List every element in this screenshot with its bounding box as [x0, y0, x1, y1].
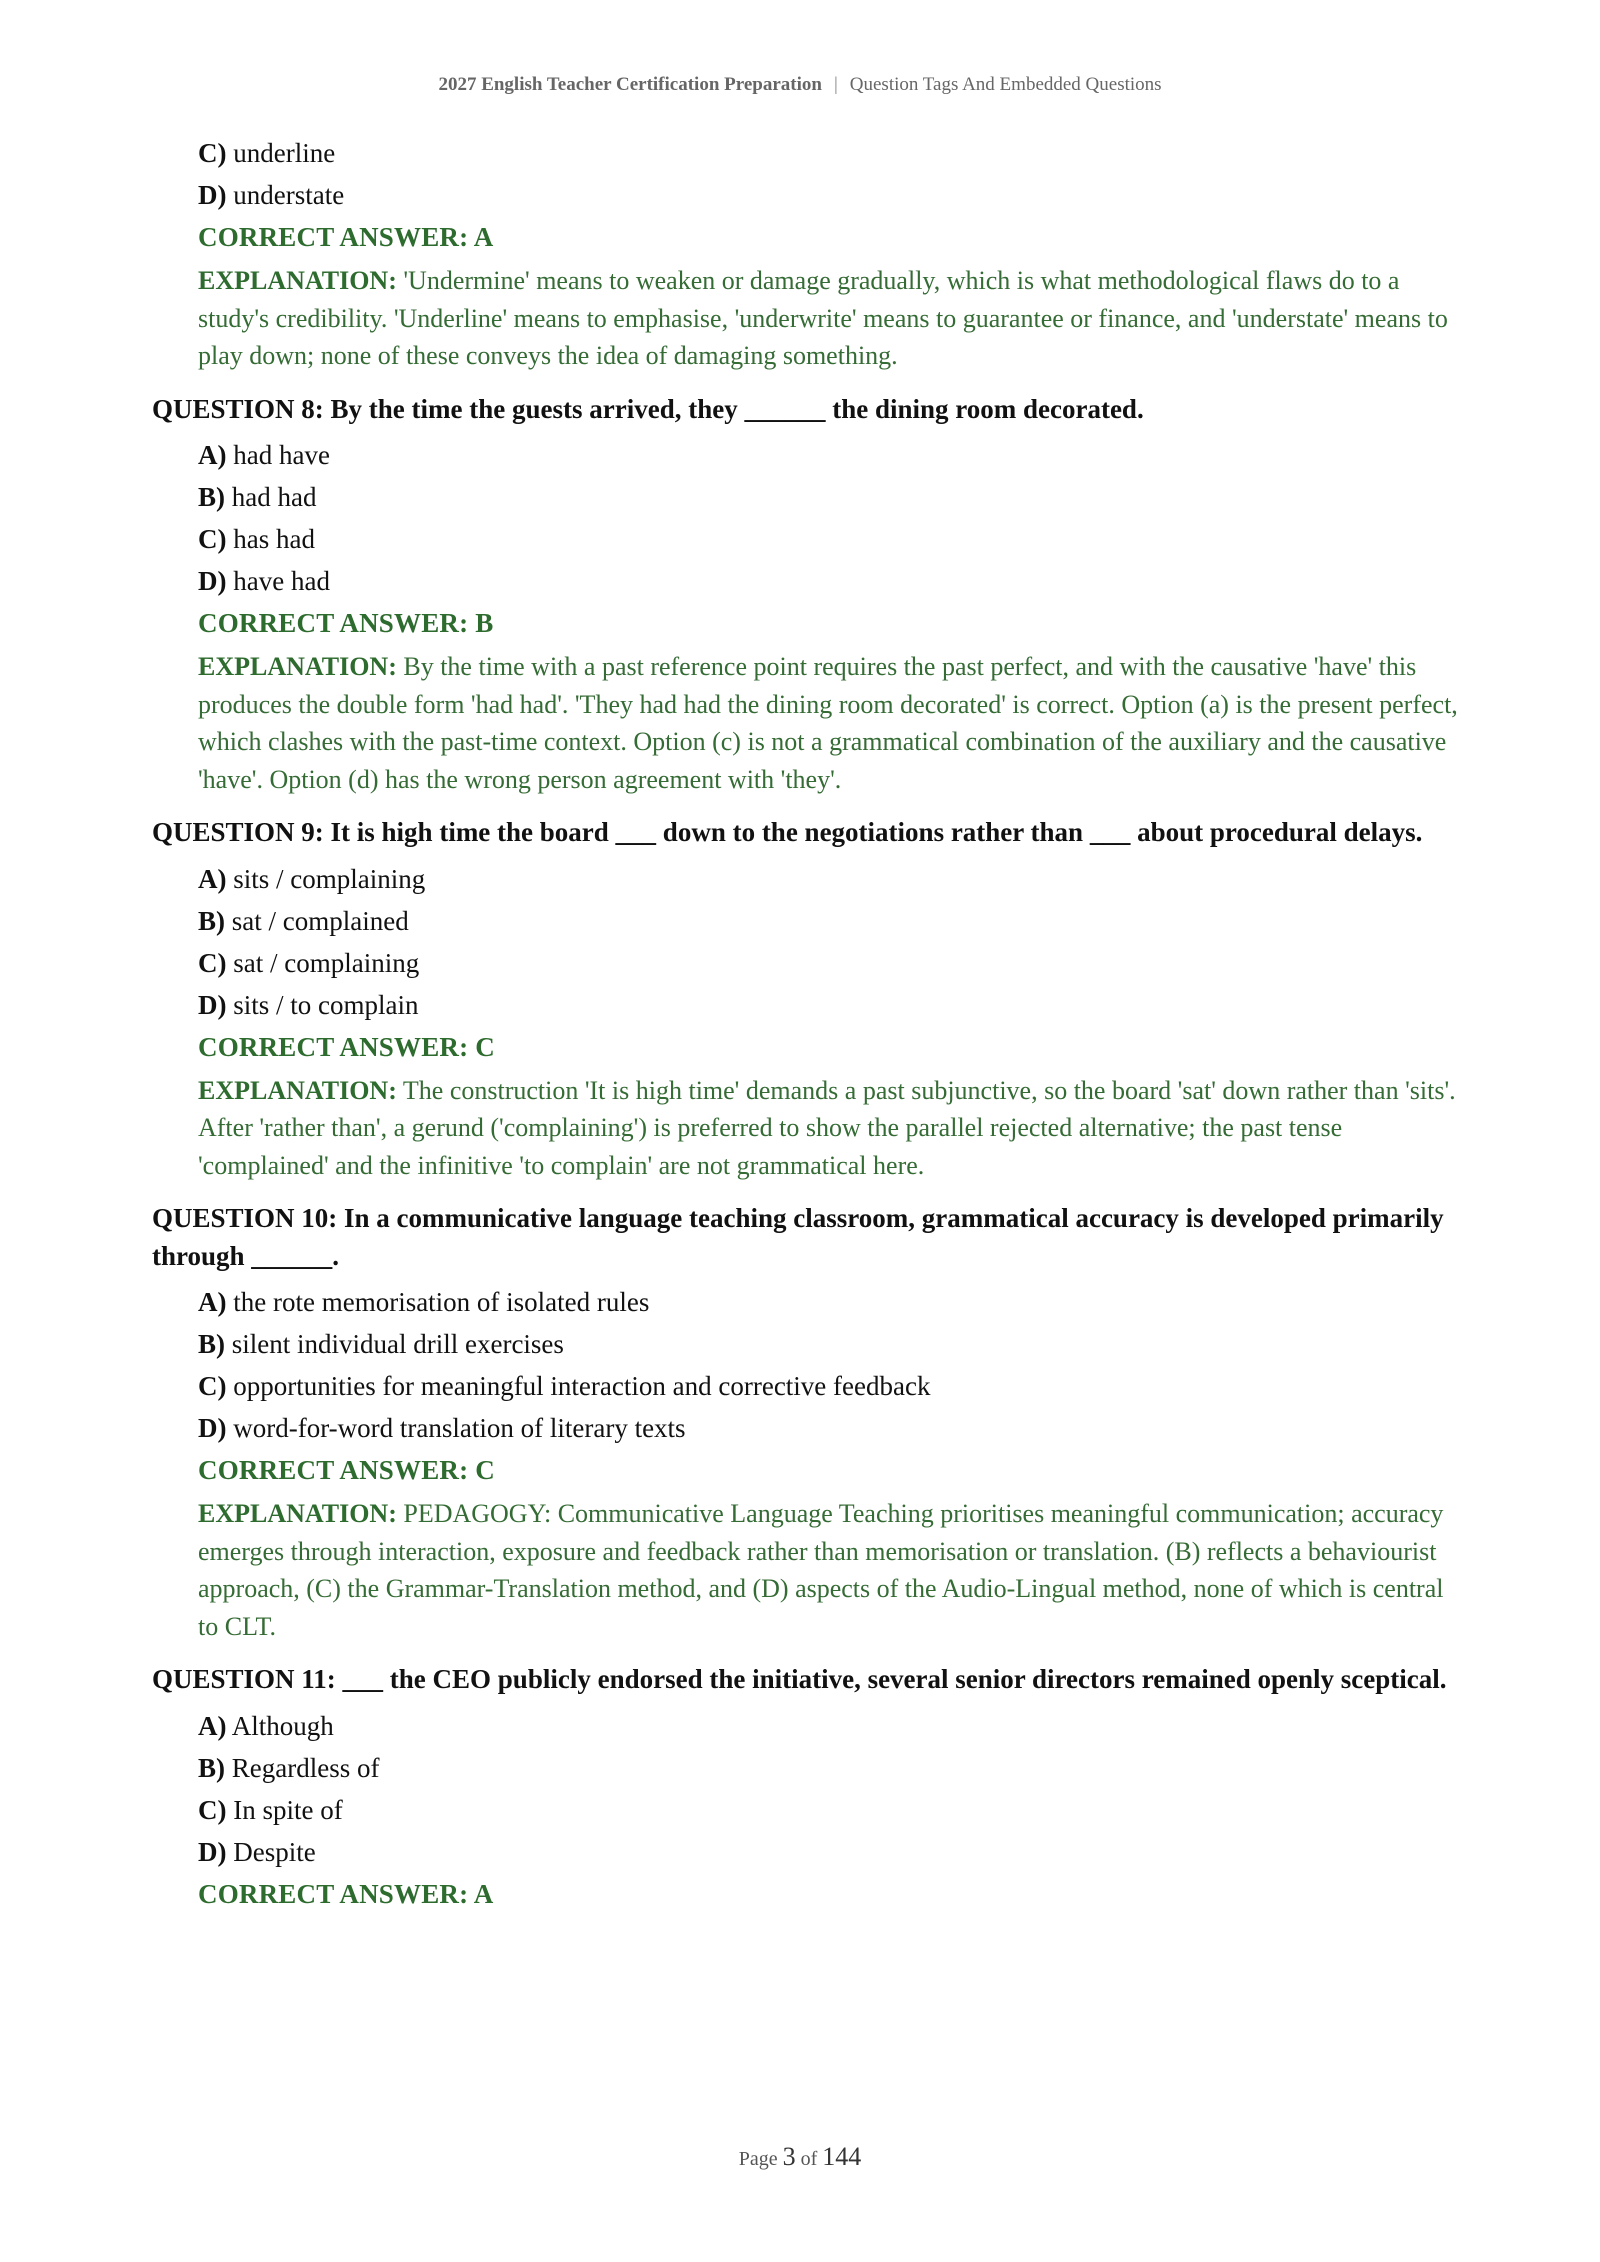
question-8 — [152, 391, 1458, 799]
explanation-text: PEDAGOGY: Communicative Language Teaching prioritises meaningful communication; accuracy emerges through interaction, exposure and feedback rather than memorisation or translation. (B) reflects a behaviourist approach, (C) the Grammar-Translation method, and (D) aspects of the Audio-Lingual method, none of which is central to CLT. — [198, 1499, 1444, 1641]
option-text: has had — [233, 524, 315, 554]
option-text: had have — [233, 440, 330, 470]
answer-option — [198, 858, 1452, 900]
question-11 — [152, 1661, 1452, 1915]
correct-answer: CORRECT ANSWER: A — [198, 222, 494, 252]
option-letter: D) — [198, 566, 227, 596]
running-header — [0, 74, 1600, 96]
answer-option — [198, 476, 1452, 518]
correct-answer: CORRECT ANSWER: C — [198, 1031, 495, 1062]
question-title: QUESTION 8: By the time the guests arrived, they ______ the dining room decorated. — [152, 393, 1144, 424]
answer-option — [198, 1747, 1452, 1789]
page-word: Page — [738, 2148, 778, 2170]
answer-option — [198, 1365, 1452, 1407]
option-text: underline — [233, 138, 336, 168]
option-letter: C) — [198, 1794, 227, 1825]
option-letter: A) — [198, 440, 227, 470]
page-content — [152, 132, 1458, 1915]
page-number: 3 — [782, 2142, 796, 2171]
option-text: sits / complaining — [233, 863, 426, 894]
explanation-label: EXPLANATION: — [198, 266, 397, 295]
option-letter: B) — [198, 1329, 225, 1359]
option-text: the rote memorisation of isolated rules — [233, 1287, 650, 1317]
answer-option — [198, 132, 1452, 174]
explanation-label: EXPLANATION: — [198, 1499, 397, 1528]
option-text: sat / complaining — [233, 947, 420, 978]
explanation-text: The construction 'It is high time' demands a past subjunctive, so the board 'sat' down rather than 'sits'. After 'rather than', a gerund ('complaining') is preferred to show the parallel rejected alternative; the past tense 'complained' and the infinitive 'to complain' are not grammatical here. — [198, 1075, 1456, 1180]
answer-option — [198, 434, 1452, 476]
question-9 — [152, 814, 1456, 1184]
option-letter: C) — [198, 1371, 227, 1401]
option-letter: C) — [198, 947, 227, 978]
option-letter: B) — [198, 1752, 225, 1783]
answer-option — [198, 900, 1452, 942]
option-letter: A) — [198, 1287, 227, 1317]
answer-option — [198, 174, 1452, 216]
option-letter: B) — [198, 905, 225, 936]
answer-option — [198, 1789, 1452, 1831]
option-text: sits / to complain — [233, 989, 419, 1020]
option-text: Regardless of — [231, 1752, 380, 1783]
answer-option — [198, 1323, 1452, 1365]
explanation — [198, 648, 1468, 798]
header-series-title: 2027 English Teacher Certification Preparation — [438, 74, 822, 95]
question-7-continued — [152, 132, 1452, 375]
option-text: In spite of — [233, 1794, 343, 1825]
option-text: sat / complained — [231, 905, 409, 936]
explanation-text: By the time with a past reference point requires the past perfect, and with the causative 'have' this produces the double form 'had had'. 'They had had the dining room decorated' is correct. Option (a) is the present perfect, which clashes with the past-time context. Option (c) is not a grammatical combination of the auxiliary and the causative 'have'. Option (d) has the wrong person agreement with 'they'. — [198, 652, 1458, 794]
option-text: had had — [231, 482, 317, 512]
explanation — [198, 1495, 1468, 1645]
answer-option — [198, 1831, 1452, 1873]
correct-answer: CORRECT ANSWER: A — [198, 1878, 494, 1909]
explanation-text: 'Undermine' means to weaken or damage gradually, which is what methodological flaws do to a study's credibility. 'Underline' means to emphasise, 'underwrite' means to guarantee or finance, and 'understate' means to play down; none of these conveys the idea of damaging something. — [198, 266, 1448, 370]
answer-option — [198, 518, 1452, 560]
question-title: QUESTION 9: It is high time the board ___ down to the negotiations rather than ___ about procedural delays. — [152, 817, 1423, 847]
option-text: word-for-word translation of literary texts — [233, 1413, 686, 1443]
option-letter: B) — [198, 482, 225, 512]
answer-option — [198, 1407, 1452, 1449]
answer-option — [198, 560, 1452, 602]
header-separator: | — [833, 74, 838, 95]
option-text: Despite — [233, 1836, 316, 1867]
option-letter: C) — [198, 524, 227, 554]
option-text: understate — [233, 180, 345, 210]
option-text: have had — [233, 566, 330, 596]
option-text: Although — [231, 1710, 334, 1741]
answer-option — [198, 1705, 1452, 1747]
option-letter: C) — [198, 138, 227, 168]
correct-answer: CORRECT ANSWER: C — [198, 1455, 495, 1485]
option-letter: D) — [198, 180, 227, 210]
option-text: silent individual drill exercises — [231, 1329, 564, 1359]
option-letter: D) — [198, 1413, 227, 1443]
total-pages: 144 — [822, 2142, 862, 2171]
question-10 — [152, 1200, 1452, 1645]
answer-option — [198, 1281, 1452, 1323]
option-letter: D) — [198, 1836, 227, 1867]
header-topic: Question Tags And Embedded Questions — [849, 74, 1162, 95]
explanation-label: EXPLANATION: — [198, 652, 397, 681]
question-title: QUESTION 11: ___ the CEO publicly endorsed the initiative, several senior directors remained openly sceptical. — [152, 1664, 1447, 1694]
of-word: of — [800, 2148, 818, 2170]
explanation — [198, 262, 1468, 375]
option-letter: A) — [198, 1710, 227, 1741]
question-title: QUESTION 10: In a communicative language teaching classroom, grammatical accuracy is developed primarily through ______. — [152, 1203, 1444, 1271]
page-footer — [0, 2142, 1600, 2172]
option-letter: D) — [198, 989, 227, 1020]
answer-option — [198, 942, 1452, 984]
option-text: opportunities for meaningful interaction and corrective feedback — [233, 1371, 931, 1401]
option-letter: A) — [198, 863, 227, 894]
correct-answer: CORRECT ANSWER: B — [198, 608, 494, 638]
answer-option — [198, 984, 1452, 1026]
explanation — [198, 1072, 1468, 1185]
explanation-label: EXPLANATION: — [198, 1075, 397, 1105]
